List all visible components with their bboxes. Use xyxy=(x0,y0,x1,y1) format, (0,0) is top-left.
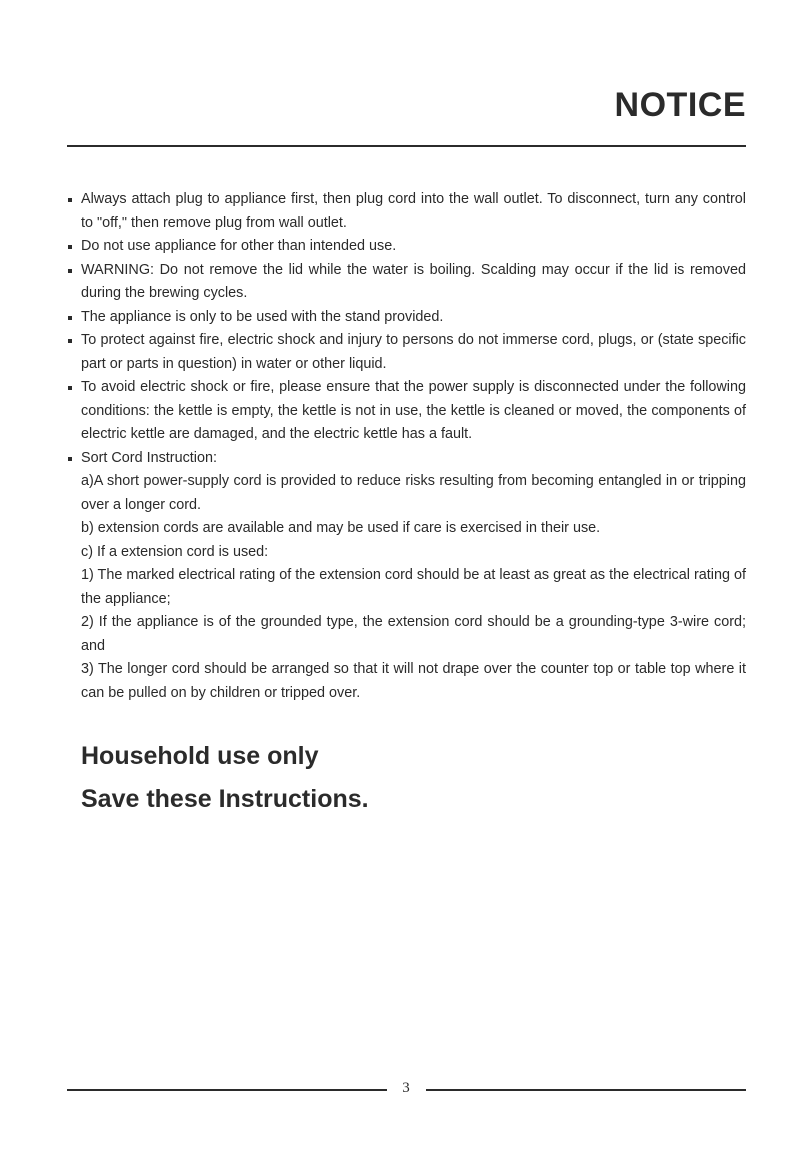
bullet-icon xyxy=(68,339,72,343)
page-number: 3 xyxy=(402,1080,410,1096)
list-item-text: WARNING: Do not remove the lid while the water is boiling. Scalding may occur if the lid is removed during the brewing cycles. xyxy=(81,261,746,301)
cord-instruction-line: a)A short power-supply cord is provided to reduce risks resulting from becoming entangled in or tripping over a longer cord. xyxy=(81,473,746,513)
notice-list xyxy=(67,188,746,705)
cord-instruction-item xyxy=(67,447,746,706)
household-use-heading: Household use only xyxy=(81,742,319,770)
list-item-text: To avoid electric shock or fire, please ensure that the power supply is disconnected under the following conditions: the kettle is empty, the kettle is not in use, the kettle is cleaned or moved, the components of electric kettle are damaged, and the electric kettle has a fault. xyxy=(81,379,746,442)
list-item-text: Do not use appliance for other than intended use. xyxy=(81,238,397,254)
bullet-icon xyxy=(68,386,72,390)
list-item xyxy=(67,259,746,306)
cord-instruction-line: b) extension cords are available and may be used if care is exercised in their use. xyxy=(81,520,601,536)
list-item xyxy=(67,235,746,259)
footer-divider-right xyxy=(426,1089,746,1091)
list-item xyxy=(67,188,746,235)
bullet-icon xyxy=(68,316,72,320)
cord-instruction-line: 3) The longer cord should be arranged so that it will not drape over the counter top or table top where it can be pulled on by children or tripped over. xyxy=(81,661,746,701)
list-item xyxy=(67,329,746,376)
bullet-icon xyxy=(68,198,72,202)
title-divider xyxy=(67,145,746,147)
save-instructions-heading: Save these Instructions. xyxy=(81,785,369,813)
cord-instruction-line: 1) The marked electrical rating of the extension cord should be at least as great as the electrical rating of the appliance; xyxy=(81,567,746,607)
list-item xyxy=(67,306,746,330)
list-item-text: To protect against fire, electric shock and injury to persons do not immerse cord, plugs, or (state specific part or parts in question) in water or other liquid. xyxy=(81,332,746,372)
list-item-text: Always attach plug to appliance first, then plug cord into the wall outlet. To disconnect, turn any control to "off," then remove plug from wall outlet. xyxy=(81,191,746,231)
cord-instruction-heading: Sort Cord Instruction: xyxy=(81,449,217,466)
page-title: NOTICE xyxy=(614,86,746,124)
cord-instruction-line: c) If a extension cord is used: xyxy=(81,543,269,560)
bullet-icon xyxy=(68,245,72,249)
bullet-icon xyxy=(68,457,72,461)
list-item-text: The appliance is only to be used with the stand provided. xyxy=(81,308,444,325)
cord-instruction-line: 2) If the appliance is of the grounded type, the extension cord should be a grounding-type 3-wire cord; and xyxy=(81,614,746,654)
footer-divider-left xyxy=(67,1089,387,1091)
bullet-icon xyxy=(68,269,72,273)
list-item xyxy=(67,376,746,447)
